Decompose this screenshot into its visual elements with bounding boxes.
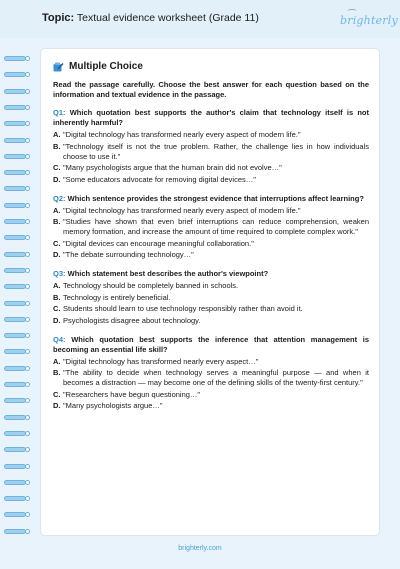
question-prompt: Which quotation best supports the inference that attention management is becoming an essential life skill? — [53, 334, 369, 354]
topic-value: Textual evidence worksheet (Grade 11) — [76, 12, 259, 24]
punch-hole — [25, 56, 30, 61]
question-2 — [53, 194, 369, 261]
spiral-ring — [4, 431, 26, 436]
question-number: Q4: — [53, 334, 66, 344]
answer-option[interactable] — [53, 217, 369, 237]
spiral-ring — [4, 170, 26, 175]
option-letter: D. — [53, 250, 61, 259]
punch-hole — [25, 398, 30, 403]
punch-hole — [25, 154, 30, 159]
spiral-binding — [0, 0, 30, 569]
answer-option[interactable] — [53, 281, 369, 291]
answer-option[interactable] — [53, 357, 369, 367]
header — [0, 0, 400, 38]
spiral-ring — [4, 349, 26, 354]
question-text — [53, 108, 369, 128]
punch-hole — [25, 301, 30, 306]
punch-hole — [25, 219, 30, 224]
option-text: "Many psychologists argue that the human brain did not evolve…" — [63, 163, 282, 172]
spiral-ring — [4, 333, 26, 338]
option-letter: A. — [53, 205, 61, 215]
question-number: Q3: — [53, 269, 66, 278]
punch-hole — [25, 415, 30, 420]
topic-label: Topic: — [42, 12, 75, 24]
spiral-ring — [4, 186, 26, 191]
punch-hole — [25, 333, 30, 338]
question-number: Q2: — [53, 193, 66, 203]
option-text: "Many psychologists argue…" — [63, 401, 163, 410]
question-prompt: Which statement best describes the author's viewpoint? — [67, 269, 269, 278]
option-text: Students should learn to use technology responsibly rather than avoid it. — [63, 304, 303, 313]
punch-hole — [25, 464, 30, 469]
option-text: "Digital technology has transformed nearly every aspect…" — [63, 356, 259, 366]
option-letter: A. — [53, 281, 61, 290]
answer-option[interactable] — [53, 401, 369, 411]
spiral-ring — [4, 284, 26, 289]
spiral-ring — [4, 529, 26, 534]
punch-hole — [25, 317, 30, 322]
question-4 — [53, 335, 369, 412]
option-letter: D. — [53, 401, 61, 410]
spiral-ring — [4, 317, 26, 322]
answer-option[interactable] — [53, 175, 369, 185]
answer-option[interactable] — [53, 142, 369, 162]
option-letter: B. — [53, 141, 61, 151]
spiral-ring — [4, 235, 26, 240]
option-letter: C. — [53, 304, 61, 313]
spiral-ring — [4, 366, 26, 371]
punch-hole — [25, 512, 30, 517]
footer-url[interactable]: brighterly.com — [178, 545, 222, 552]
answer-option[interactable] — [53, 368, 369, 388]
option-text: "Digital devices can encourage meaningful collaboration." — [63, 238, 254, 248]
spiral-ring — [4, 72, 26, 77]
spiral-ring — [4, 512, 26, 517]
spiral-ring — [4, 105, 26, 110]
instructions: Read the passage carefully. Choose the best answer for each question based on the information and textual evidence in the passage. — [53, 80, 369, 99]
option-text: "Studies have shown that even brief interruptions can reduce comprehension, weaken memory formation, and increase the amount of time required to complete complex work." — [63, 217, 369, 236]
answer-option[interactable] — [53, 390, 369, 400]
question-text — [53, 269, 369, 279]
question-list — [53, 108, 369, 411]
option-letter: C. — [53, 238, 61, 248]
answer-option[interactable] — [53, 250, 369, 260]
spiral-ring — [4, 138, 26, 143]
spiral-ring — [4, 252, 26, 257]
card-content — [53, 61, 369, 420]
option-letter: B. — [53, 292, 61, 302]
punch-hole — [25, 121, 30, 126]
punch-hole — [25, 529, 30, 534]
option-letter: C. — [53, 389, 61, 399]
logo-text: brighterly — [340, 14, 398, 27]
answer-option[interactable] — [53, 130, 369, 140]
spiral-ring — [4, 447, 26, 452]
option-text: "Some educators advocate for removing digital devices…" — [63, 174, 256, 184]
option-text: Psychologists disagree about technology. — [63, 315, 201, 325]
topic-line — [42, 12, 259, 24]
option-text: "Technology itself is not the true problem. Rather, the challenge lies in how individuals choose to use it." — [63, 141, 369, 161]
spiral-ring — [4, 219, 26, 224]
question-1 — [53, 108, 369, 185]
option-text: Technology is entirely beneficial. — [63, 292, 171, 302]
option-letter: B. — [53, 217, 61, 226]
punch-hole — [25, 186, 30, 191]
punch-hole — [25, 235, 30, 240]
section-title — [53, 61, 369, 72]
option-letter: B. — [53, 368, 61, 377]
spiral-ring — [4, 464, 26, 469]
punch-hole — [25, 105, 30, 110]
option-text: "The debate surrounding technology…" — [63, 250, 194, 259]
punch-hole — [25, 382, 30, 387]
spiral-ring — [4, 496, 26, 501]
option-text: "Digital technology has transformed nearly every aspect of modern life." — [63, 130, 301, 139]
question-3 — [53, 269, 369, 326]
spiral-ring — [4, 89, 26, 94]
spiral-ring — [4, 56, 26, 61]
option-letter: D. — [53, 174, 61, 184]
option-letter: D. — [53, 315, 61, 325]
question-number: Q1: — [53, 108, 66, 117]
answer-option[interactable] — [53, 206, 369, 216]
option-letter: C. — [53, 163, 61, 172]
spiral-ring — [4, 301, 26, 306]
punch-hole — [25, 252, 30, 257]
spiral-ring — [4, 382, 26, 387]
punch-hole — [25, 349, 30, 354]
punch-hole — [25, 431, 30, 436]
section-title-text: Multiple Choice — [69, 61, 143, 72]
brighterly-logo — [340, 6, 398, 32]
punch-hole — [25, 496, 30, 501]
question-prompt: Which sentence provides the strongest evidence that interruptions affect learning? — [67, 193, 364, 203]
punch-hole — [25, 138, 30, 143]
punch-hole — [25, 268, 30, 273]
answer-option[interactable] — [53, 293, 369, 303]
answer-option[interactable] — [53, 163, 369, 173]
punch-hole — [25, 89, 30, 94]
question-text — [53, 335, 369, 355]
option-text: "The ability to decide when technology serves a meaningful purpose — and when it becomes a distraction — may become one of the defining skills of the twenty-first century." — [63, 368, 369, 387]
punch-hole — [25, 447, 30, 452]
option-text: Technology should be completely banned in schools. — [63, 281, 239, 290]
spiral-ring — [4, 415, 26, 420]
punch-hole — [25, 170, 30, 175]
punch-hole — [25, 480, 30, 485]
logo-arc-icon — [347, 9, 357, 13]
option-letter: A. — [53, 130, 61, 139]
option-text: "Researchers have begun questioning…" — [63, 389, 201, 399]
answer-option[interactable] — [53, 316, 369, 326]
punch-hole — [25, 203, 30, 208]
option-text: "Digital technology has transformed nearly every aspect of modern life." — [63, 205, 301, 215]
spiral-ring — [4, 268, 26, 273]
answer-option[interactable] — [53, 239, 369, 249]
spiral-ring — [4, 121, 26, 126]
question-prompt: Which quotation best supports the author's claim that technology itself is not inherently harmful? — [53, 108, 369, 127]
question-text — [53, 194, 369, 204]
answer-option[interactable] — [53, 304, 369, 314]
spiral-ring — [4, 203, 26, 208]
worksheet-card — [40, 48, 380, 536]
pen-icon — [53, 62, 64, 72]
punch-hole — [25, 284, 30, 289]
spiral-ring — [4, 398, 26, 403]
spiral-ring — [4, 480, 26, 485]
punch-hole — [25, 72, 30, 77]
option-letter: A. — [53, 356, 61, 366]
punch-hole — [25, 366, 30, 371]
spiral-ring — [4, 154, 26, 159]
